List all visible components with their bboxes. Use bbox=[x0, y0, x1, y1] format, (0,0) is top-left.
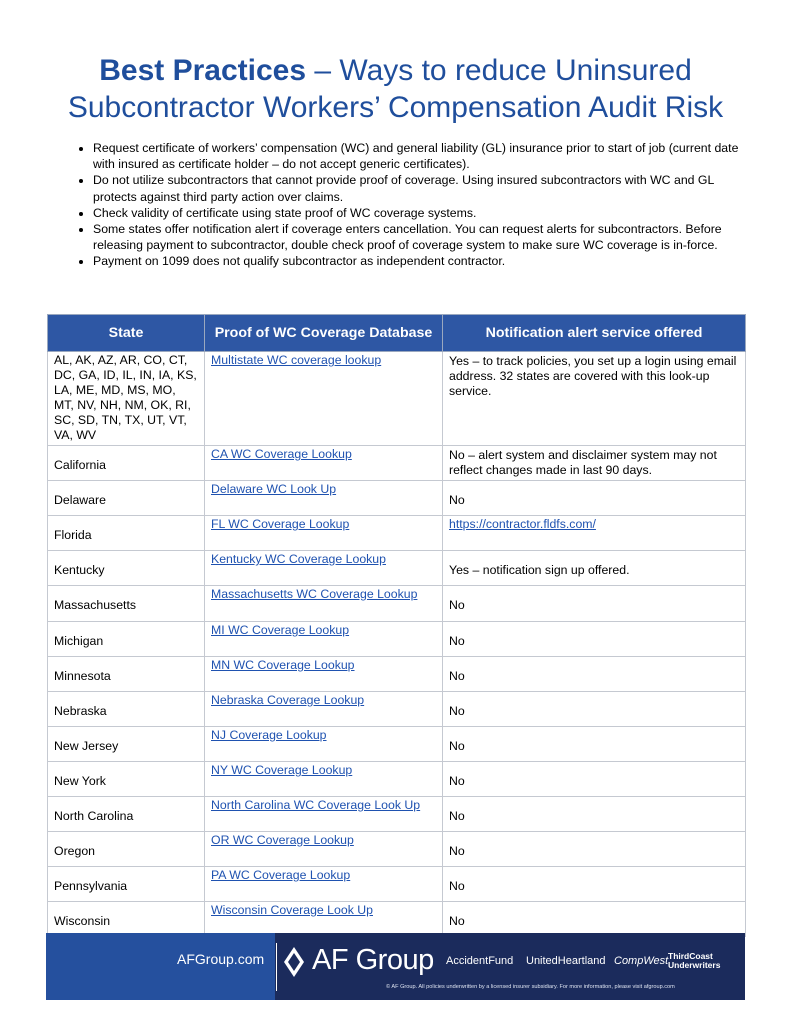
notification-cell: No bbox=[443, 657, 746, 692]
bullet-item: • Request certificate of workers’ compensation (WC) and general liability (GL) insurance prior to start of job (current date with insured as certificate holder – do not accept generic certificates). bbox=[93, 140, 753, 172]
bullet-item: • Do not utilize subcontractors that cannot provide proof of coverage. Using insured subcontractors with WC and GL protects against third party action over claims. bbox=[93, 172, 753, 204]
coverage-lookup-link[interactable]: OR WC Coverage Lookup bbox=[211, 833, 354, 847]
florida-contractor-link[interactable]: https://contractor.fldfs.com/ bbox=[449, 517, 596, 531]
database-cell bbox=[205, 446, 443, 481]
footer-divider bbox=[276, 943, 277, 991]
table-row bbox=[48, 727, 746, 762]
coverage-lookup-link[interactable]: FL WC Coverage Lookup bbox=[211, 517, 350, 531]
footer-left-panel bbox=[46, 933, 275, 1000]
state-cell: New Jersey bbox=[48, 727, 205, 762]
compwest-logo: CompWest bbox=[614, 955, 669, 967]
coverage-lookup-link[interactable]: North Carolina WC Coverage Look Up bbox=[211, 798, 421, 812]
title-rest: – Ways to reduce Uninsured bbox=[306, 54, 692, 87]
database-cell bbox=[205, 902, 443, 937]
af-group-brand: AF Group bbox=[312, 944, 434, 976]
database-cell bbox=[205, 727, 443, 762]
database-cell bbox=[205, 832, 443, 867]
notification-cell: No – alert system and disclaimer system may not reflect changes made in last 90 days. bbox=[443, 446, 746, 481]
title-line-2: Subcontractor Workers’ Compensation Audit Risk bbox=[67, 91, 724, 124]
state-cell: New York bbox=[48, 762, 205, 797]
database-cell bbox=[205, 481, 443, 516]
notification-cell: No bbox=[443, 586, 746, 622]
table-row bbox=[48, 832, 746, 867]
coverage-lookup-link[interactable]: PA WC Coverage Lookup bbox=[211, 868, 351, 882]
notification-cell: No bbox=[443, 832, 746, 867]
notification-cell: No bbox=[443, 622, 746, 657]
table-row bbox=[48, 586, 746, 622]
database-cell bbox=[205, 762, 443, 797]
table-row bbox=[48, 481, 746, 516]
state-cell: Kentucky bbox=[48, 551, 205, 586]
coverage-lookup-link[interactable]: NY WC Coverage Lookup bbox=[211, 763, 353, 777]
header-state: State bbox=[48, 315, 205, 352]
table-row bbox=[48, 551, 746, 586]
database-cell bbox=[205, 657, 443, 692]
best-practices-list bbox=[62, 140, 753, 270]
table-row bbox=[48, 867, 746, 902]
database-cell bbox=[205, 516, 443, 551]
table-row bbox=[48, 692, 746, 727]
notification-cell: Yes – to track policies, you set up a login using email address. 32 states are covered with this look-up service. bbox=[443, 352, 746, 446]
table-row bbox=[48, 762, 746, 797]
state-cell: Wisconsin bbox=[48, 902, 205, 937]
title-bold: Best Practices bbox=[99, 54, 307, 87]
coverage-lookup-link[interactable]: CA WC Coverage Lookup bbox=[211, 447, 352, 461]
database-cell bbox=[205, 352, 443, 446]
state-cell: Delaware bbox=[48, 481, 205, 516]
header-database: Proof of WC Coverage Database bbox=[205, 315, 443, 352]
table-row bbox=[48, 657, 746, 692]
coverage-lookup-link[interactable]: NJ Coverage Lookup bbox=[211, 728, 327, 742]
notification-cell: No bbox=[443, 481, 746, 516]
table-row bbox=[48, 902, 746, 937]
coverage-lookup-link[interactable]: MN WC Coverage Lookup bbox=[211, 658, 355, 672]
state-cell: Michigan bbox=[48, 622, 205, 657]
coverage-lookup-link[interactable]: MI WC Coverage Lookup bbox=[211, 623, 350, 637]
table-row bbox=[48, 622, 746, 657]
notification-cell: No bbox=[443, 867, 746, 902]
database-cell bbox=[205, 551, 443, 586]
coverage-lookup-link[interactable]: Wisconsin Coverage Look Up bbox=[211, 903, 373, 917]
page-title bbox=[0, 52, 791, 126]
table-row bbox=[48, 352, 746, 446]
notification-cell: No bbox=[443, 727, 746, 762]
table-row bbox=[48, 797, 746, 832]
coverage-lookup-link[interactable]: Multistate WC coverage lookup bbox=[211, 353, 382, 367]
state-cell: Minnesota bbox=[48, 657, 205, 692]
bullet-item: • Some states offer notification alert if coverage enters cancellation. You can request alerts for subcontractors. Before releasing payment to subcontractor, double check proof of coverage system to make sure WC coverage is in-force. bbox=[93, 221, 753, 253]
bullet-item: • Check validity of certificate using state proof of WC coverage systems. bbox=[93, 205, 753, 221]
footer-banner bbox=[46, 933, 745, 1000]
table-row bbox=[48, 516, 746, 551]
state-cell: Pennsylvania bbox=[48, 867, 205, 902]
coverage-lookup-link[interactable]: Kentucky WC Coverage Lookup bbox=[211, 552, 386, 566]
coverage-table bbox=[47, 314, 746, 937]
state-cell: Nebraska bbox=[48, 692, 205, 727]
coverage-lookup-link[interactable]: Nebraska Coverage Lookup bbox=[211, 693, 365, 707]
notification-cell: No bbox=[443, 797, 746, 832]
state-cell: Florida bbox=[48, 516, 205, 551]
notification-cell: Yes – notification sign up offered. bbox=[443, 551, 746, 586]
state-cell: Massachusetts bbox=[48, 586, 205, 622]
thirdcoast-logo: ThirdCoast Underwriters bbox=[668, 951, 721, 970]
database-cell bbox=[205, 797, 443, 832]
database-cell bbox=[205, 586, 443, 622]
notification-cell bbox=[443, 516, 746, 551]
state-cell: California bbox=[48, 446, 205, 481]
legal-disclaimer: © AF Group. All policies underwritten by a licensed insurer subsidiary. For more information, please visit afgroup.com bbox=[386, 984, 675, 990]
header-notification: Notification alert service offered bbox=[443, 315, 746, 352]
database-cell bbox=[205, 622, 443, 657]
state-cell: Oregon bbox=[48, 832, 205, 867]
af-diamond-logo-icon bbox=[284, 947, 304, 977]
table-row bbox=[48, 446, 746, 481]
bullet-item: • Payment on 1099 does not qualify subcontractor as independent contractor. bbox=[93, 253, 753, 269]
database-cell bbox=[205, 867, 443, 902]
notification-cell: No bbox=[443, 762, 746, 797]
accidentfund-logo: AccidentFund bbox=[446, 955, 514, 967]
notification-cell: No bbox=[443, 902, 746, 937]
database-cell bbox=[205, 692, 443, 727]
state-cell: North Carolina bbox=[48, 797, 205, 832]
notification-cell: No bbox=[443, 692, 746, 727]
state-cell: AL, AK, AZ, AR, CO, CT, DC, GA, ID, IL, IN, IA, KS, LA, ME, MD, MS, MO, MT, NV, NH, NM, OK, RI, SC, SD, TN, TX, UT, VT, VA, WV bbox=[48, 352, 205, 446]
table-header-row bbox=[48, 315, 746, 352]
coverage-lookup-link[interactable]: Delaware WC Look Up bbox=[211, 482, 337, 496]
coverage-lookup-link[interactable]: Massachusetts WC Coverage Lookup bbox=[211, 587, 418, 601]
afgroup-site-link[interactable]: AFGroup.com bbox=[177, 951, 265, 967]
unitedheartland-logo: UnitedHeartland bbox=[526, 955, 606, 967]
